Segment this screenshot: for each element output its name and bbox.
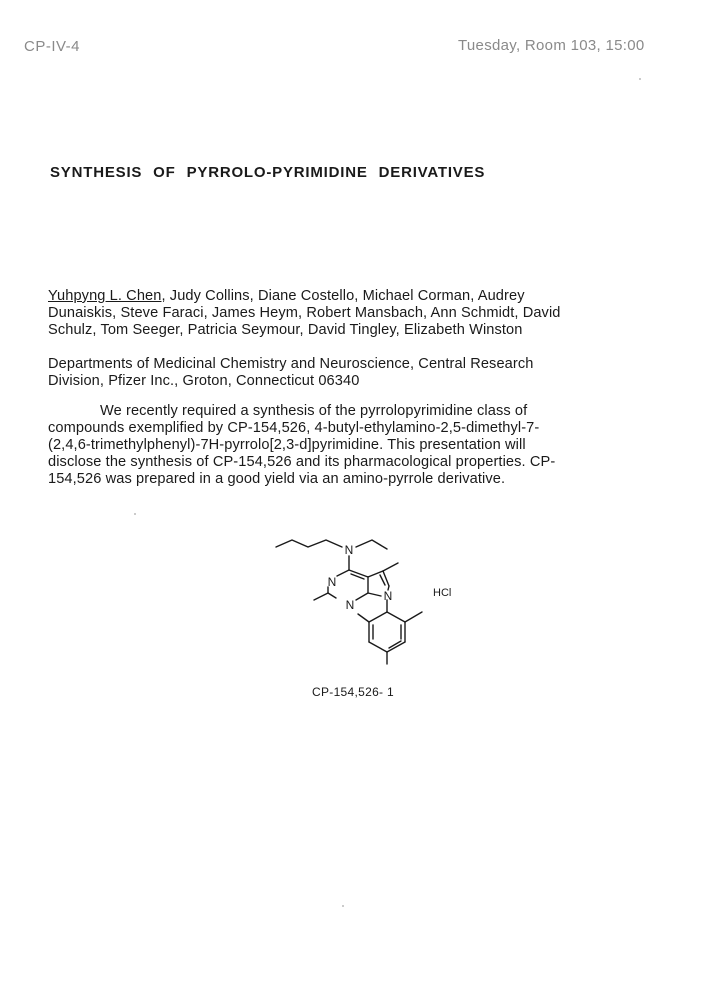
speck	[134, 513, 136, 515]
abstract-line-3: (2,4,6-trimethylphenyl)-7H-pyrrolo[2,3-d]pyrimidine. This presentation will	[48, 437, 526, 453]
speck	[342, 905, 344, 907]
affiliation	[48, 356, 668, 390]
affiliation-line-1: Departments of Medicinal Chemistry and Neuroscience, Central Research	[48, 356, 534, 372]
abstract-line-5: 154,526 was prepared in a good yield via an amino-pyrrole derivative.	[48, 471, 506, 487]
author-line-1	[48, 288, 668, 305]
compound-caption: CP-154,526- 1	[312, 685, 394, 699]
salt-label: HCl	[433, 587, 452, 599]
presenter-name: Yuhpyng L. Chen	[48, 288, 162, 304]
butyl-chain	[276, 540, 342, 547]
abstract-line-1: We recently required a synthesis of the pyrrolopyrimidine class of	[100, 403, 528, 419]
author-list	[48, 288, 668, 339]
affiliation-line-2: Division, Pfizer Inc., Groton, Connecticut 06340	[48, 373, 360, 389]
atom-label-n3: N	[327, 575, 337, 589]
page-title: SYNTHESIS OF PYRROLO-PYRIMIDINE DERIVATIVES	[50, 164, 486, 181]
abstract-line-4: disclose the synthesis of CP-154,526 and its pharmacological properties. CP-	[48, 454, 556, 470]
methyl-2	[314, 593, 328, 600]
atom-label-n1: N	[345, 598, 355, 612]
abstract-line-2: compounds exemplified by CP-154,526, 4-butyl-ethylamino-2,5-dimethyl-7-	[48, 420, 540, 436]
ortho-methyl-right	[405, 612, 422, 622]
atom-label-n7: N	[383, 589, 393, 603]
session-info: Tuesday, Room 103, 15:00	[458, 37, 645, 54]
atom-label-amine-n: N	[344, 543, 354, 557]
speck	[639, 78, 641, 80]
chemical-structure	[270, 530, 440, 670]
ortho-methyl-left	[358, 614, 369, 622]
document-code: CP-IV-4	[24, 38, 81, 55]
methyl-5	[383, 563, 398, 571]
abstract	[48, 403, 668, 488]
ethyl-chain	[356, 540, 387, 549]
author-line-1-rest: , Judy Collins, Diane Costello, Michael Corman, Audrey	[161, 288, 525, 304]
author-line-3: Schulz, Tom Seeger, Patricia Seymour, David Tingley, Elizabeth Winston	[48, 322, 523, 338]
author-line-2: Dunaiskis, Steve Faraci, James Heym, Robert Mansbach, Ann Schmidt, David	[48, 305, 561, 321]
